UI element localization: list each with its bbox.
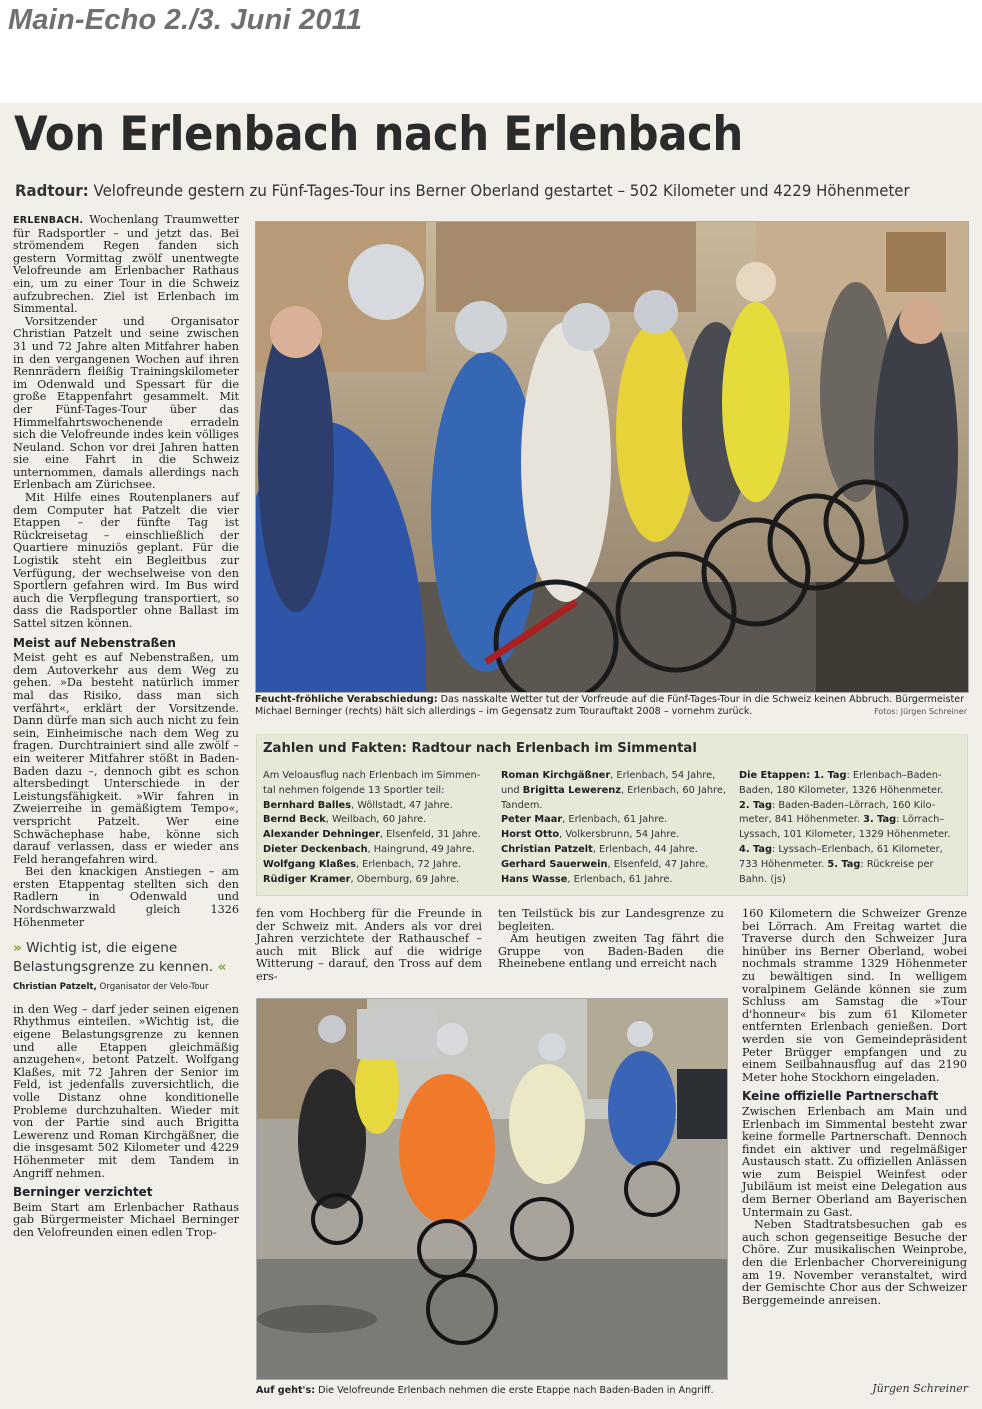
caption-lead: Feucht-fröhliche Verabschiedung: (255, 694, 438, 705)
facts-detail: , Wöllstadt, 47 Jahre. (351, 799, 453, 811)
article-column-3 (498, 908, 724, 971)
facts-detail: , Erlenbach, 72 Jahre. (355, 858, 462, 870)
facts-detail: , Haingrund, 49 Jahre. (367, 843, 475, 855)
facts-line (739, 784, 950, 799)
facts-riders-column-1 (263, 769, 481, 887)
facts-line (501, 799, 726, 814)
paragraph: Vorsitzender und Organisator Christian Patzelt und seine zwischen 31 und 72 Jahre alten Mitfahrer haben in den vergangenen Wochen auf ihren Rennrädern fleißig Trainingskilometer im Odenwald und Spessart für die große Etappenfahrt gesammelt. Mit der Fünf-Tages-Tour über das Himmelfahrtswochenende erradeln sich die Velofreunde indes kein völliges Neuland. Schon vor drei Jahren hatten sie eine Fahrt in die Schweiz unternommen, damals allerdings nach Erlenbach am Zürichsee. (13, 314, 239, 492)
article-column-1 (13, 214, 239, 1240)
facts-name: Wolfgang Klaßes (263, 858, 356, 870)
article-column-4 (742, 908, 967, 1307)
facts-detail: , Erlenbach, 61 Jahre. (562, 814, 668, 826)
facts-name: 4. Tag (739, 843, 772, 855)
facts-line (263, 813, 481, 828)
facts-detail: 733 Höhenmeter. (739, 858, 828, 870)
facts-name: Roman Kirchgäßner (501, 770, 611, 781)
photo-farewell-at-town-hall (255, 221, 969, 693)
facts-name: Brigitta Lewerenz (522, 784, 621, 796)
facts-name: Gerhard Sauerwein (501, 858, 608, 870)
article-column-2 (256, 908, 482, 984)
paragraph: Meist geht es auf Nebenstraßen, um dem Autoverkehr aus dem Weg zu gehen. »Da besteht natürlich immer mal das Risiko, dass man sich verfährt«, erklärt der Vorsitzende. Dann dürfe man sich auch nicht zu fein sein, Einheimische nach dem Weg zu fragen. Durchtrainiert sind alle zwölf – ein weiterer Mitfahrer stößt in Baden-Baden dazu –, dennoch gibt es schon altersbedingt Unterschiede in der Leistungsfähigkeit. »Wir fahren in Zweierreihe in gemäßigtem Tempo«, verspricht Patzelt. Wer eine Schwächephase habe, könne sich darauf verlassen, dass er wieder ans Feld herangefahren wird. (13, 651, 239, 866)
paragraph: Bei den knackigen Anstiegen – am ersten Etappentag stellten sich den Radlern in Odenwald und Nordschwarzwald gleich 1326 Höhenmeter (13, 865, 239, 929)
facts-detail: , Weilbach, 60 Jahre. (325, 814, 427, 826)
subhead-text: Velofreunde gestern zu Fünf-Tages-Tour ins Berner Oberland gestartet – 502 Kilometer und 4229 Höhenmeter (88, 181, 910, 200)
paragraph: ten Teilstück bis zur Landesgrenze zu begleiten. (498, 907, 724, 933)
pull-quote-text: Wichtig ist, die eigene Belastungsgrenze zu kennen. (13, 940, 214, 976)
article-headline: Von Erlenbach nach Erlenbach (14, 107, 743, 162)
facts-detail: Baden, 180 Kilometer, 1326 Höhenmeter. (739, 784, 944, 796)
paragraph: in den Weg – darf jeder seinen eigenen Rhythmus einteilen. »Wichtig ist, die eigene Belastungsgrenze zu kennen und alle Etappen gleichmäßig anzugehen«, betont Patzelt. Wolfgang Klaßes, mit 72 Jahren der Senior im Feld, ist jedenfalls zuversichtlich, die volle Distanz ohne konditionelle Probleme durchzuhalten. Wieder mit von der Partie sind auch Brigitta Lewerenz und Roman Kirchgäßner, die die insgesamt 502 Kilometer und 4229 Höhenmeter mit dem Tandem in Angriff nehmen. (13, 1002, 239, 1180)
facts-line (739, 799, 950, 814)
author-signature: Jürgen Schreiner (872, 1382, 968, 1395)
paragraph: Neben Stadtratsbesuchen gab es auch schon gegenseitige Besuche der Chöre. Zur musikalischen Weinprobe, den die Erlenbacher Chorvereinigung am 19. November veranstaltet, wird der Gemischte Chor aus der Schweizer Berggemeinde anreisen. (742, 1218, 967, 1307)
facts-line (501, 873, 726, 888)
facts-intro: tal nehmen folgende 13 Sportler teil: (263, 784, 445, 796)
facts-detail: , Erlenbach, 44 Jahre. (592, 843, 698, 855)
facts-line (739, 858, 950, 873)
paragraph: 160 Kilometern die Schweizer Grenze bei Lörrach. Am Freitag wartet die Traverse durch den Schweizer Jura hinüber ins Berner Oberland, wobei nochmals stramme 1329 Höhenmeter zu bewältigen sind. In welligem voralpinem Gelände können sie zum Schluss am Samstag die »Tour d'honneur« bis zum 61 Kilometer entfernten Erlenbach genießen. Dort werden sie von Gemeindepräsident Peter Brügger empfangen und zu einem Seilbahnausflug auf das 2190 Meter hohe Stockhorn eingeladen. (742, 907, 967, 1084)
facts-riders-column-2 (501, 769, 726, 887)
facts-detail: : Rückreise per (860, 858, 934, 870)
facts-title: Zahlen und Fakten: Radtour nach Erlenbach im Simmental (263, 741, 697, 756)
facts-line (739, 873, 950, 888)
facts-detail: , Erlenbach, 61 Jahre. (567, 873, 673, 885)
facts-detail: : Lörrach– (896, 814, 945, 826)
facts-detail: , Volkersbrunn, 54 Jahre. (559, 829, 680, 841)
facts-detail: Tandem. (501, 799, 543, 811)
facts-detail: Lyssach, 101 Kilometer, 1329 Höhenmeter. (739, 829, 951, 841)
paragraph: fen vom Hochberg für die Freunde in der Schweiz mit. Anders als vor drei Jahren verzichtete der Rathauschef – auch mit Blick auf die widrige Witterung – darauf, den Tross auf dem ers- (256, 907, 482, 983)
facts-detail: , Elsenfeld, 47 Jahre. (607, 858, 709, 870)
facts-detail: meter, 841 Höhenmeter. (739, 814, 864, 826)
paragraph: Wochenlang Traumwetter für Radsportler – und jetzt das. Bei strömendem Regen fanden sich gestern Vormittag zwölf unentwegte Velofreunde am Erlenbacher Rathaus ein, um zu einer Tour in die Schweiz aufzubrechen. Ziel ist Erlenbach im Simmental. (13, 213, 239, 316)
facts-box (256, 734, 968, 896)
dateline: ERLENBACH. (13, 215, 84, 226)
facts-line (501, 858, 726, 873)
facts-detail: , Obernburg, 69 Jahre. (350, 873, 460, 885)
article-subhead (15, 181, 910, 200)
facts-line (263, 873, 481, 888)
facts-detail: , Erlenbach, 60 Jahre, (620, 784, 727, 796)
facts-line (263, 843, 481, 858)
facts-line (501, 843, 726, 858)
facts-name: Peter Maar (501, 814, 563, 826)
facts-detail: , Elsenfeld, 31 Jahre. (379, 829, 481, 841)
caption-text: Die Velofreunde Erlenbach nehmen die erste Etappe nach Baden-Baden in Angriff. (315, 1385, 714, 1396)
caption-text: Das nasskalte Wetter tut der Vorfreude auf die Fünf-Tages-Tour in die Schweiz keinen Abbruch. Bürgermeister Michael Berninger (rechts) hält sich allerdings – im Gegensatz zum Tourauftakt 2008 – vornehm zurück. (255, 694, 965, 717)
facts-line (739, 843, 950, 858)
facts-line (739, 828, 950, 843)
section-heading: Keine offizielle Partnerschaft (742, 1089, 939, 1104)
facts-line (263, 799, 481, 814)
facts-name: Bernhard Balles (263, 799, 352, 811)
photo-farewell-caption (255, 694, 967, 718)
facts-stages-column (739, 769, 950, 887)
facts-name: Christian Patzelt (501, 843, 593, 855)
facts-name: 3. Tag (863, 814, 897, 826)
facts-detail: und (501, 784, 523, 796)
facts-line (501, 784, 726, 799)
facts-line (501, 828, 726, 843)
facts-name: 5. Tag (827, 858, 861, 870)
facts-detail: : Baden-Baden–Lörrach, 160 Kilo- (772, 799, 936, 811)
facts-line (263, 858, 481, 873)
paragraph: Beim Start am Erlenbacher Rathaus gab Bürgermeister Michael Berninger den Velofreunden einen edlen Trop- (13, 1200, 239, 1239)
facts-name: Dieter Deckenbach (263, 843, 368, 855)
photo-departure-caption (256, 1385, 726, 1397)
section-heading: Meist auf Nebenstraßen (13, 635, 176, 650)
pull-quote-role: Organisator der Velo-Tour (96, 982, 209, 993)
paragraph: Am heutigen zweiten Tag fährt die Gruppe von Baden-Baden die Rheinebene entlang und erreicht nach (498, 932, 724, 971)
section-heading: Berninger verzichtet (13, 1185, 153, 1200)
facts-line (739, 769, 950, 784)
pull-quote-source (13, 981, 239, 994)
photo-credit: Fotos: Jürgen Schreiner (874, 707, 967, 716)
paragraph: Zwischen Erlenbach am Main und Erlenbach im Simmental besteht zwar keine formelle Partnerschaft. Dennoch findet ein aktiver und regelmäßiger Austausch statt. Zu offiziellen Anlässen wie zum Beispiel Weinfest oder Jubiläum ist meist eine Delegation aus dem Berner Oberland am Bayerischen Untermain zu Gast. (742, 1104, 967, 1219)
caption-lead: Auf geht's: (256, 1385, 316, 1396)
facts-name: Hans Wasse (501, 873, 568, 885)
facts-detail: : Erlenbach–Baden- (846, 770, 942, 781)
facts-detail: : Lyssach–Erlenbach, 61 Kilometer, (772, 843, 943, 855)
facts-line (501, 813, 726, 828)
subhead-lead: Radtour: (15, 181, 89, 200)
photo-departure-image (257, 999, 727, 1379)
paragraph: Mit Hilfe eines Routenplaners auf dem Computer hat Patzelt die vier Etappen – der fünfte Tag ist Rückreisetag – einschließlich der Quartiere minuziös geplant. Für die Logistik steht ein Begleitbus zur Verfügung, der wechselweise von den Sportlern gefahren wird. Im Bus wird auch die Verpflegung transportiert, so dass die Radsportler ohne Ballast im Sattel sitzen können. (13, 491, 239, 630)
facts-name: Horst Otto (501, 829, 560, 841)
photo-farewell-image (256, 222, 968, 692)
facts-detail: , Erlenbach, 54 Jahre, (610, 770, 716, 781)
photo-departure (256, 998, 728, 1380)
facts-line (501, 769, 726, 784)
facts-line (263, 828, 481, 843)
pull-quote-author: Christian Patzelt, (13, 982, 97, 993)
facts-name: Rüdiger Kramer (263, 873, 351, 885)
pull-quote: » Wichtig ist, die eigene Belastungsgrenze zu kennen. « (13, 940, 227, 976)
facts-line (739, 813, 950, 828)
masthead-date: Main-Echo 2./3. Juni 2011 (8, 4, 363, 36)
facts-detail: Bahn. (js) (739, 873, 786, 885)
facts-name: Alexander Dehninger (263, 829, 380, 841)
facts-name: 2. Tag (739, 799, 772, 811)
facts-intro: Am Veloausflug nach Erlenbach im Simmen- (263, 770, 481, 781)
facts-name: Bernd Beck (263, 814, 326, 826)
facts-name: Die Etappen: 1. Tag (739, 770, 847, 781)
